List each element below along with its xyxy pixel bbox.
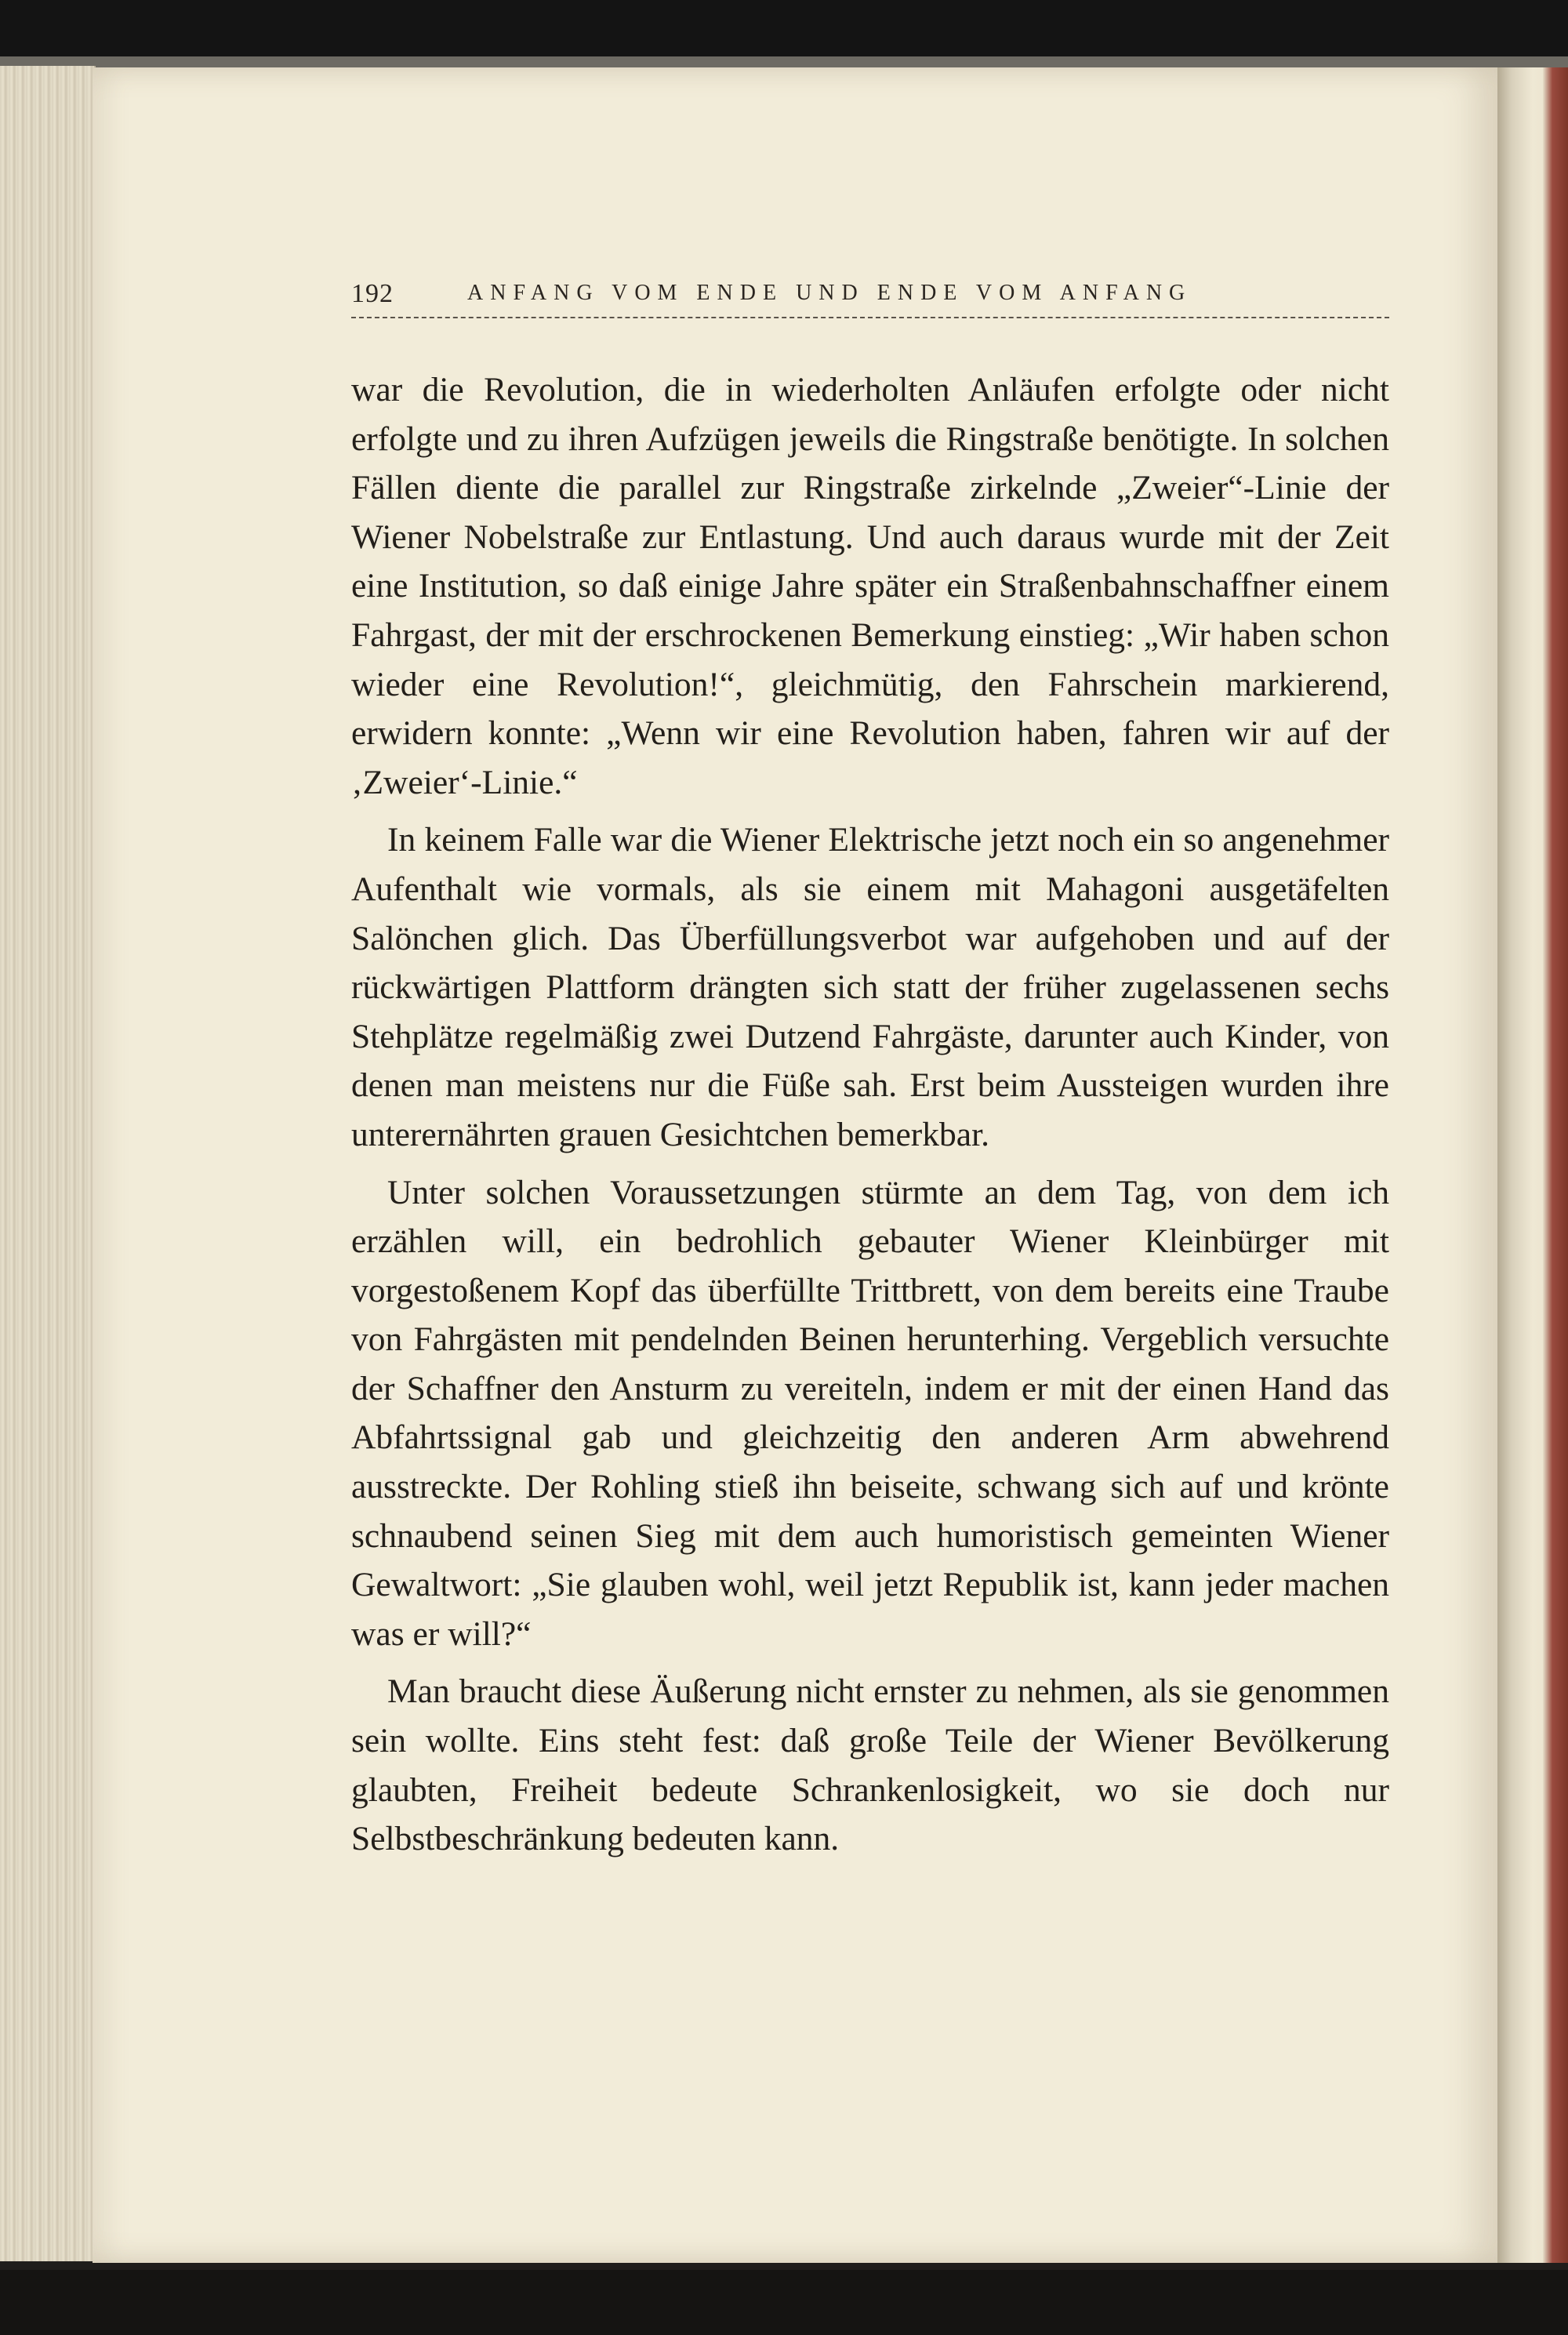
- scan-background-top: [0, 0, 1568, 56]
- paragraph-2: In keinem Falle war die Wiener Elektrische jetzt noch ein so angenehmer Aufenthalt wie vormals, als sie einem mit Mahagoni ausgetäfelten Salönchen glich. Das Überfüllungsverbot war aufgehoben und auf der rückwärtigen Plattform drängten sich statt der früher zugelassenen sechs Stehplätze regelmäßig zwei Dutzend Fahrgäste, darunter auch Kinder, von denen man meistens nur die Füße sah. Erst beim Aussteigen wurden ihre unterernährten grauen Gesichtchen bemerkbar.: [351, 821, 1389, 1153]
- paragraph-1: war die Revolution, die in wiederholten Anläufen erfolgte oder nicht erfolgte und zu ihren Aufzügen jeweils die Ringstraße benötigte. In solchen Fällen diente die parallel zur Ringstraße zirkelnde „Zweier“-Linie der Wiener Nobelstraße zur Entlastung. Und auch daraus wurde mit der Zeit eine Institution, so daß einige Jahre später ein Straßenbahnschaffner einem Fahrgast, der mit der erschrockenen Bemerkung einstieg: „Wir haben schon wieder eine Revolution!“, gleichmütig, den Fahrschein markierend, erwidern konnte: „Wenn wir eine Revolution haben, fahren wir auf der ‚Zweier‘-Linie.“: [351, 371, 1389, 801]
- page-stack-edge: [0, 66, 96, 2261]
- header-rule: [351, 317, 1389, 318]
- paragraph-3: Unter solchen Voraussetzungen stürmte an dem Tag, von dem ich erzählen will, ein bedrohlich gebauter Wiener Kleinbürger mit vorgestoßenem Kopf das überfüllte Trittbrett, von dem bereits eine Traube von Fahrgästen mit pendelnden Beinen herunterhing. Vergeblich versuchte der Schaffner den Ansturm zu vereiteln, indem er mit der einen Hand das Abfahrtssignal gab und gleichzeitig den anderen Arm abwehrend ausstreckte. Der Rohling stieß ihn beiseite, schwang sich auf und krönte schnaubend seinen Sieg mit dem auch humoristisch gemeinten Wiener Gewaltwort: „Sie glauben wohl, weil jetzt Republik ist, kann jeder machen was er will?“: [351, 1173, 1389, 1653]
- paragraph-4: Man braucht diese Äußerung nicht ernster zu nehmen, als sie genommen sein wollte. Eins steht fest: daß große Teile der Wiener Bevölkerung glaubten, Freiheit bedeute Schrankenlosigkeit, wo sie doch nur Selbstbeschränkung bedeuten kann.: [351, 1672, 1389, 1858]
- page-number: 192: [351, 279, 394, 308]
- book-spine-red-edge: [1543, 67, 1568, 2263]
- scan-background-bottom: [0, 2270, 1568, 2335]
- page-header: [351, 279, 1389, 318]
- body-text: [351, 365, 1389, 1864]
- running-title: ANFANG VOM ENDE UND ENDE VOM ANFANG: [467, 281, 1192, 305]
